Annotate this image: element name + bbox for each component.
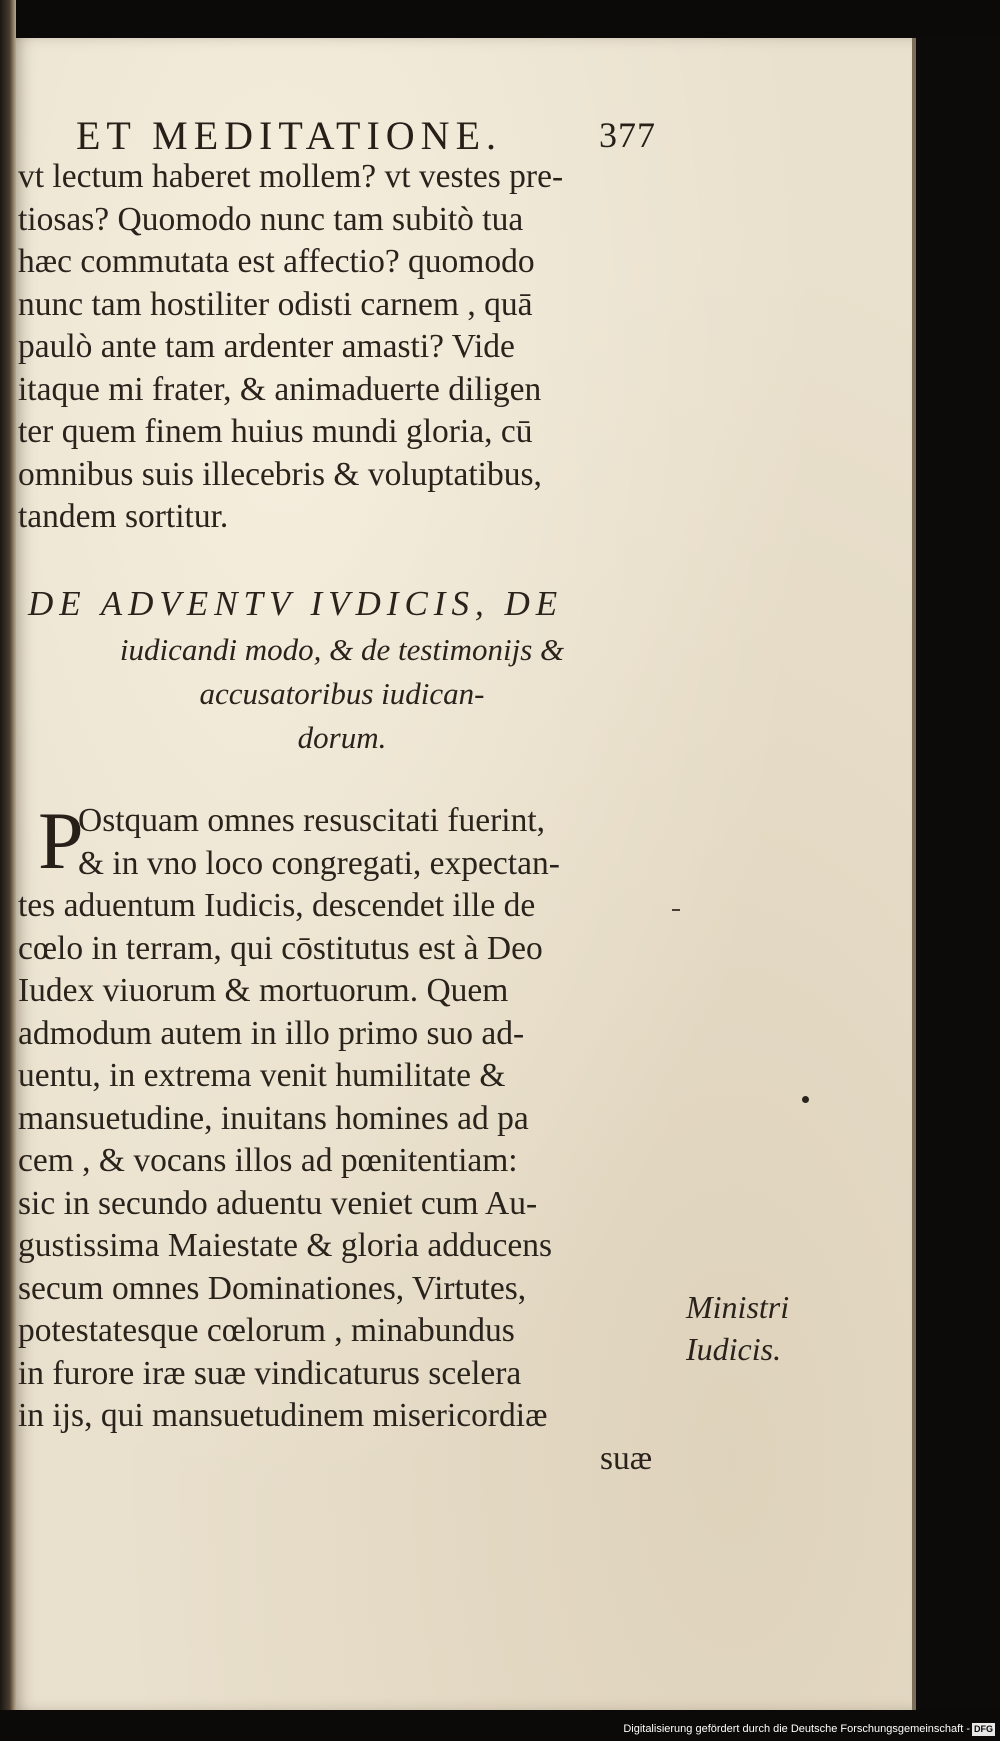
page-header [66,112,656,158]
catchword: suæ [600,1440,653,1477]
marginal-note-line: Ministri [686,1289,790,1325]
text-line: tes aduentum Iudicis, descendet ille de [18,887,536,924]
text-line: in furore iræ suæ vindicaturus scelera [18,1354,522,1392]
section-heading [22,580,662,760]
heading-line: iudicandi modo, & de testimonijs & [119,632,565,667]
book-spine [0,0,16,1741]
text-line: secum omnes Dominationes, Virtutes, [18,1269,527,1307]
text-line: Ostquam omnes resuscitati fuerint, [78,802,546,839]
text-line: nunc tam hostiliter odisti carnem , quā [18,285,533,323]
running-title: ET MEDITATIONE. [76,113,502,158]
text-line: gustissima Maiestate & gloria adducens [18,1227,553,1264]
text-line: mansuetudine, inuitans homines ad pa [18,1099,529,1137]
text-line: itaque mi frater, & animaduerte diligen [18,370,542,408]
scan-frame-top [0,0,1000,38]
drop-cap: P [38,795,84,886]
text-line: vt lectum haberet mollem? vt vestes pre- [18,158,564,195]
text-line: omnibus suis illecebris & voluptatibus, [18,455,542,493]
text-line: ter quem finem huius mundi gloria, cū [18,413,533,450]
marginal-note-line: Iudicis. [686,1331,782,1367]
heading-line: dorum. [297,720,387,755]
text-line: tandem sortitur. [18,498,229,535]
text-line: hæc commutata est affectio? quomodo [18,243,535,280]
digitization-credit: Digitalisierung gefördert durch die Deutsche Forschungsgemeinschaft - [623,1723,970,1735]
paragraph-2 [18,795,673,1438]
text-line: uentu, in extrema venit humilitate & [18,1057,506,1094]
text-line: & in vno loco congregati, expectan- [78,844,560,882]
text-line: cœlo in terram, qui cōstitutus est à Deo [18,929,543,967]
text-line: sic in secundo aduentu veniet cum Au- [18,1184,538,1222]
dfg-logo: DFG [974,1724,993,1734]
ink-mark [672,909,680,911]
heading-line: accusatoribus iudican- [199,676,485,711]
text-line: paulò ante tam ardenter amasti? Vide [18,328,515,365]
heading-line: DE ADVENTV IVDICIS, DE [28,584,564,623]
page-edge [912,38,916,1710]
paragraph-1 [18,156,673,539]
text-line: potestatesque cœlorum , minabundus [18,1312,515,1349]
text-line: Iudex viuorum & mortuorum. Quem [18,972,509,1009]
text-line: tiosas? Quomodo nunc tam subitò tua [18,200,524,238]
page-number: 377 [599,115,656,155]
text-line: admodum autem in illo primo suo ad- [18,1014,525,1052]
text-line: cem , & vocans illos ad pœnitentiam: [18,1142,518,1179]
ink-spot [802,1096,809,1103]
marginal-note [686,1286,826,1370]
text-line: in ijs, qui mansuetudinem misericordiæ [18,1397,548,1434]
